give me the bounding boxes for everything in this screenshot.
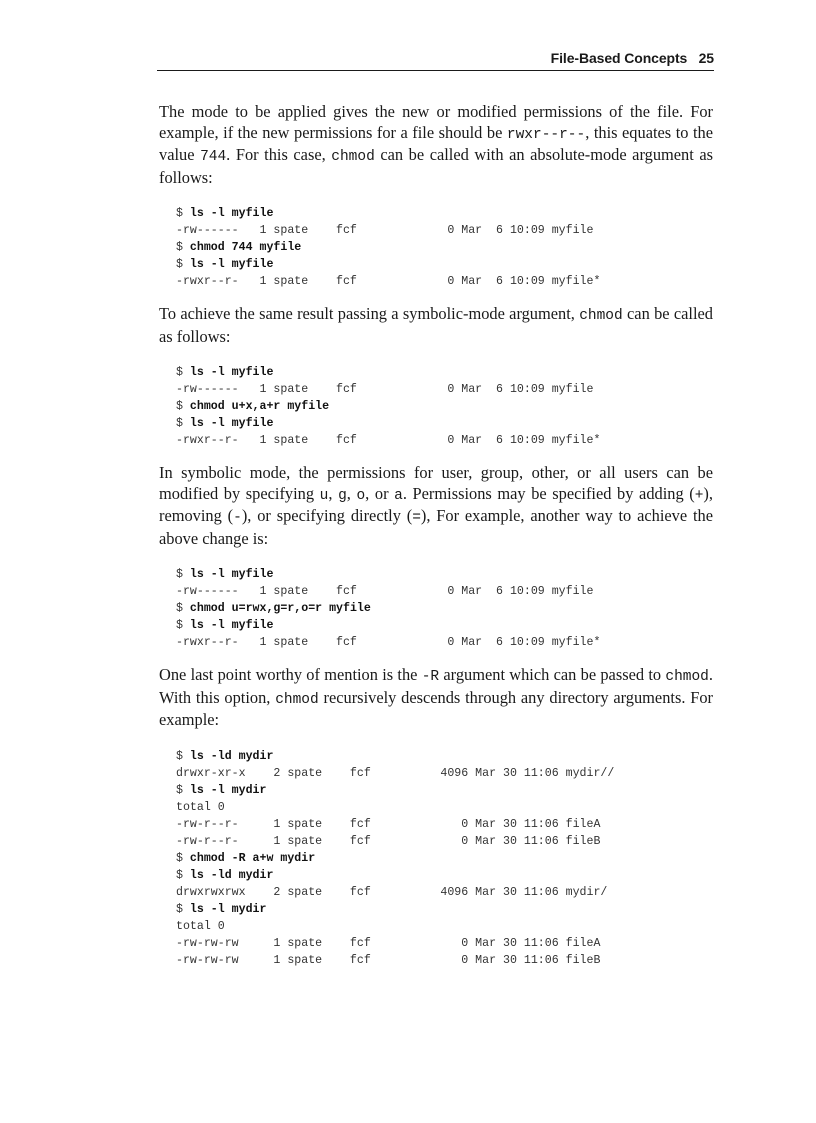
shell-command: ls -l mydir — [189, 902, 267, 916]
shell-prompt: $ — [176, 241, 190, 254]
paragraph-symbolic-mode — [159, 304, 713, 347]
inline-code: rwxr--r-- — [506, 126, 586, 143]
paragraph-text: One last point worthy of mention is the — [159, 665, 422, 684]
paragraph-text: ), For example, another way to achieve the above change is: — [159, 506, 713, 548]
shell-output-line: -rwxr--r- 1 spate fcf 0 Mar 6 10:09 myfile* — [176, 434, 601, 447]
shell-prompt: $ — [176, 400, 190, 413]
paragraph-absolute-mode — [159, 102, 713, 188]
inline-code: 744 — [200, 149, 227, 165]
paragraph-symbolic-details — [159, 463, 713, 549]
inline-code: o — [356, 487, 366, 504]
inline-code: u — [319, 487, 329, 504]
inline-code: a — [394, 487, 403, 504]
shell-command: ls -l myfile — [189, 619, 274, 632]
inline-code: + — [694, 487, 704, 504]
paragraph-text: argument which can be passed to — [439, 665, 666, 684]
shell-command: ls -l mydir — [189, 783, 267, 797]
shell-prompt: $ — [176, 568, 190, 581]
shell-prompt: $ — [176, 258, 190, 271]
paragraph-text: , or — [365, 483, 395, 503]
shell-command: ls -l myfile — [189, 568, 274, 581]
shell-output-line: drwxrwxrwx 2 spate fcf 4096 Mar 30 11:06 mydir/ — [176, 885, 608, 899]
shell-command: ls -l myfile — [189, 366, 274, 379]
paragraph-text: . Permissions may be specified by adding ( — [402, 483, 695, 503]
inline-code: chmod — [331, 149, 375, 165]
shell-prompt: $ — [176, 619, 190, 632]
inline-code: chmod — [275, 691, 319, 708]
shell-command: ls -l myfile — [189, 207, 274, 220]
paragraph-text: ), or specifying directly ( — [241, 506, 413, 525]
shell-command: chmod -R a+w mydir — [189, 851, 316, 865]
shell-prompt: $ — [176, 783, 190, 797]
shell-prompt: $ — [176, 366, 190, 379]
chapter-title: File-Based Concepts — [550, 50, 688, 66]
paragraph-text: , this equates to the value — [159, 122, 713, 164]
header-title — [551, 50, 714, 66]
inline-code: -R — [421, 669, 440, 685]
paragraph-text: ), removing ( — [159, 483, 713, 525]
shell-prompt: $ — [176, 868, 190, 882]
paragraph-text: can be called with an absolute-mode argument as follows: — [159, 145, 714, 187]
paragraph-text: In symbolic mode, the permissions for user, group, other, or all users can be modified by specifying — [159, 463, 713, 503]
code-block-absolute-mode — [159, 205, 713, 290]
shell-prompt: $ — [176, 749, 190, 763]
shell-command: chmod u+x,a+r myfile — [189, 400, 330, 413]
paragraph-text: To achieve the same result passing a symbolic-mode argument, — [159, 304, 580, 323]
paragraph-recursive — [159, 665, 713, 731]
paragraph-text: The mode to be applied gives the new or modified permissions of the file. For example, if the new permissions for a file should be — [159, 102, 713, 142]
shell-prompt: $ — [176, 851, 190, 865]
inline-code: chmod — [665, 669, 709, 685]
inline-code: - — [233, 510, 242, 526]
shell-command: ls -ld mydir — [189, 868, 274, 882]
inline-code: g — [338, 487, 347, 504]
shell-prompt: $ — [176, 902, 190, 916]
shell-output-line: drwxr-xr-x 2 spate fcf 4096 Mar 30 11:06 mydir// — [176, 766, 615, 780]
shell-output-line: -rw-rw-rw 1 spate fcf 0 Mar 30 11:06 fileB — [176, 953, 601, 967]
shell-output-line: total 0 — [176, 800, 225, 814]
shell-output-line: -rwxr--r- 1 spate fcf 0 Mar 6 10:09 myfile* — [176, 275, 601, 288]
inline-code: = — [412, 510, 421, 526]
shell-output-line: total 0 — [176, 919, 225, 933]
paragraph-text: . With this option, — [159, 665, 713, 707]
shell-prompt: $ — [176, 417, 190, 430]
paragraph-text: , — [328, 483, 339, 503]
shell-output-line: -rw-r--r- 1 spate fcf 0 Mar 30 11:06 fileA — [176, 817, 601, 831]
shell-prompt: $ — [176, 207, 190, 220]
shell-output-line: -rw-rw-rw 1 spate fcf 0 Mar 30 11:06 fileA — [176, 936, 601, 950]
page-number: 25 — [698, 50, 714, 66]
running-header — [157, 46, 714, 71]
shell-output-line: -rw------ 1 spate fcf 0 Mar 6 10:09 myfile — [176, 224, 594, 237]
shell-command: ls -l myfile — [189, 258, 274, 271]
paragraph-text: , — [346, 483, 357, 503]
shell-command: chmod u=rwx,g=r,o=r myfile — [189, 602, 371, 615]
code-block-symbolic-mode — [159, 364, 713, 449]
paragraph-text: recursively descends through any directory arguments. For example: — [159, 687, 713, 729]
shell-command: ls -l myfile — [189, 417, 274, 430]
paragraph-text: . For this case, — [226, 145, 332, 164]
paragraph-text: can be called as follows: — [159, 304, 713, 346]
shell-output-line: -rw-r--r- 1 spate fcf 0 Mar 30 11:06 fileB — [176, 834, 601, 848]
shell-command: ls -ld mydir — [189, 749, 274, 763]
page-body — [159, 102, 713, 969]
shell-output-line: -rwxr--r- 1 spate fcf 0 Mar 6 10:09 myfile* — [176, 636, 601, 649]
shell-output-line: -rw------ 1 spate fcf 0 Mar 6 10:09 myfile — [176, 585, 594, 598]
shell-output-line: -rw------ 1 spate fcf 0 Mar 6 10:09 myfile — [176, 383, 594, 396]
code-block-symbolic-direct — [159, 566, 713, 651]
code-block-recursive — [159, 748, 713, 969]
inline-code: chmod — [579, 308, 623, 324]
shell-prompt: $ — [176, 602, 190, 615]
shell-command: chmod 744 myfile — [189, 241, 302, 254]
